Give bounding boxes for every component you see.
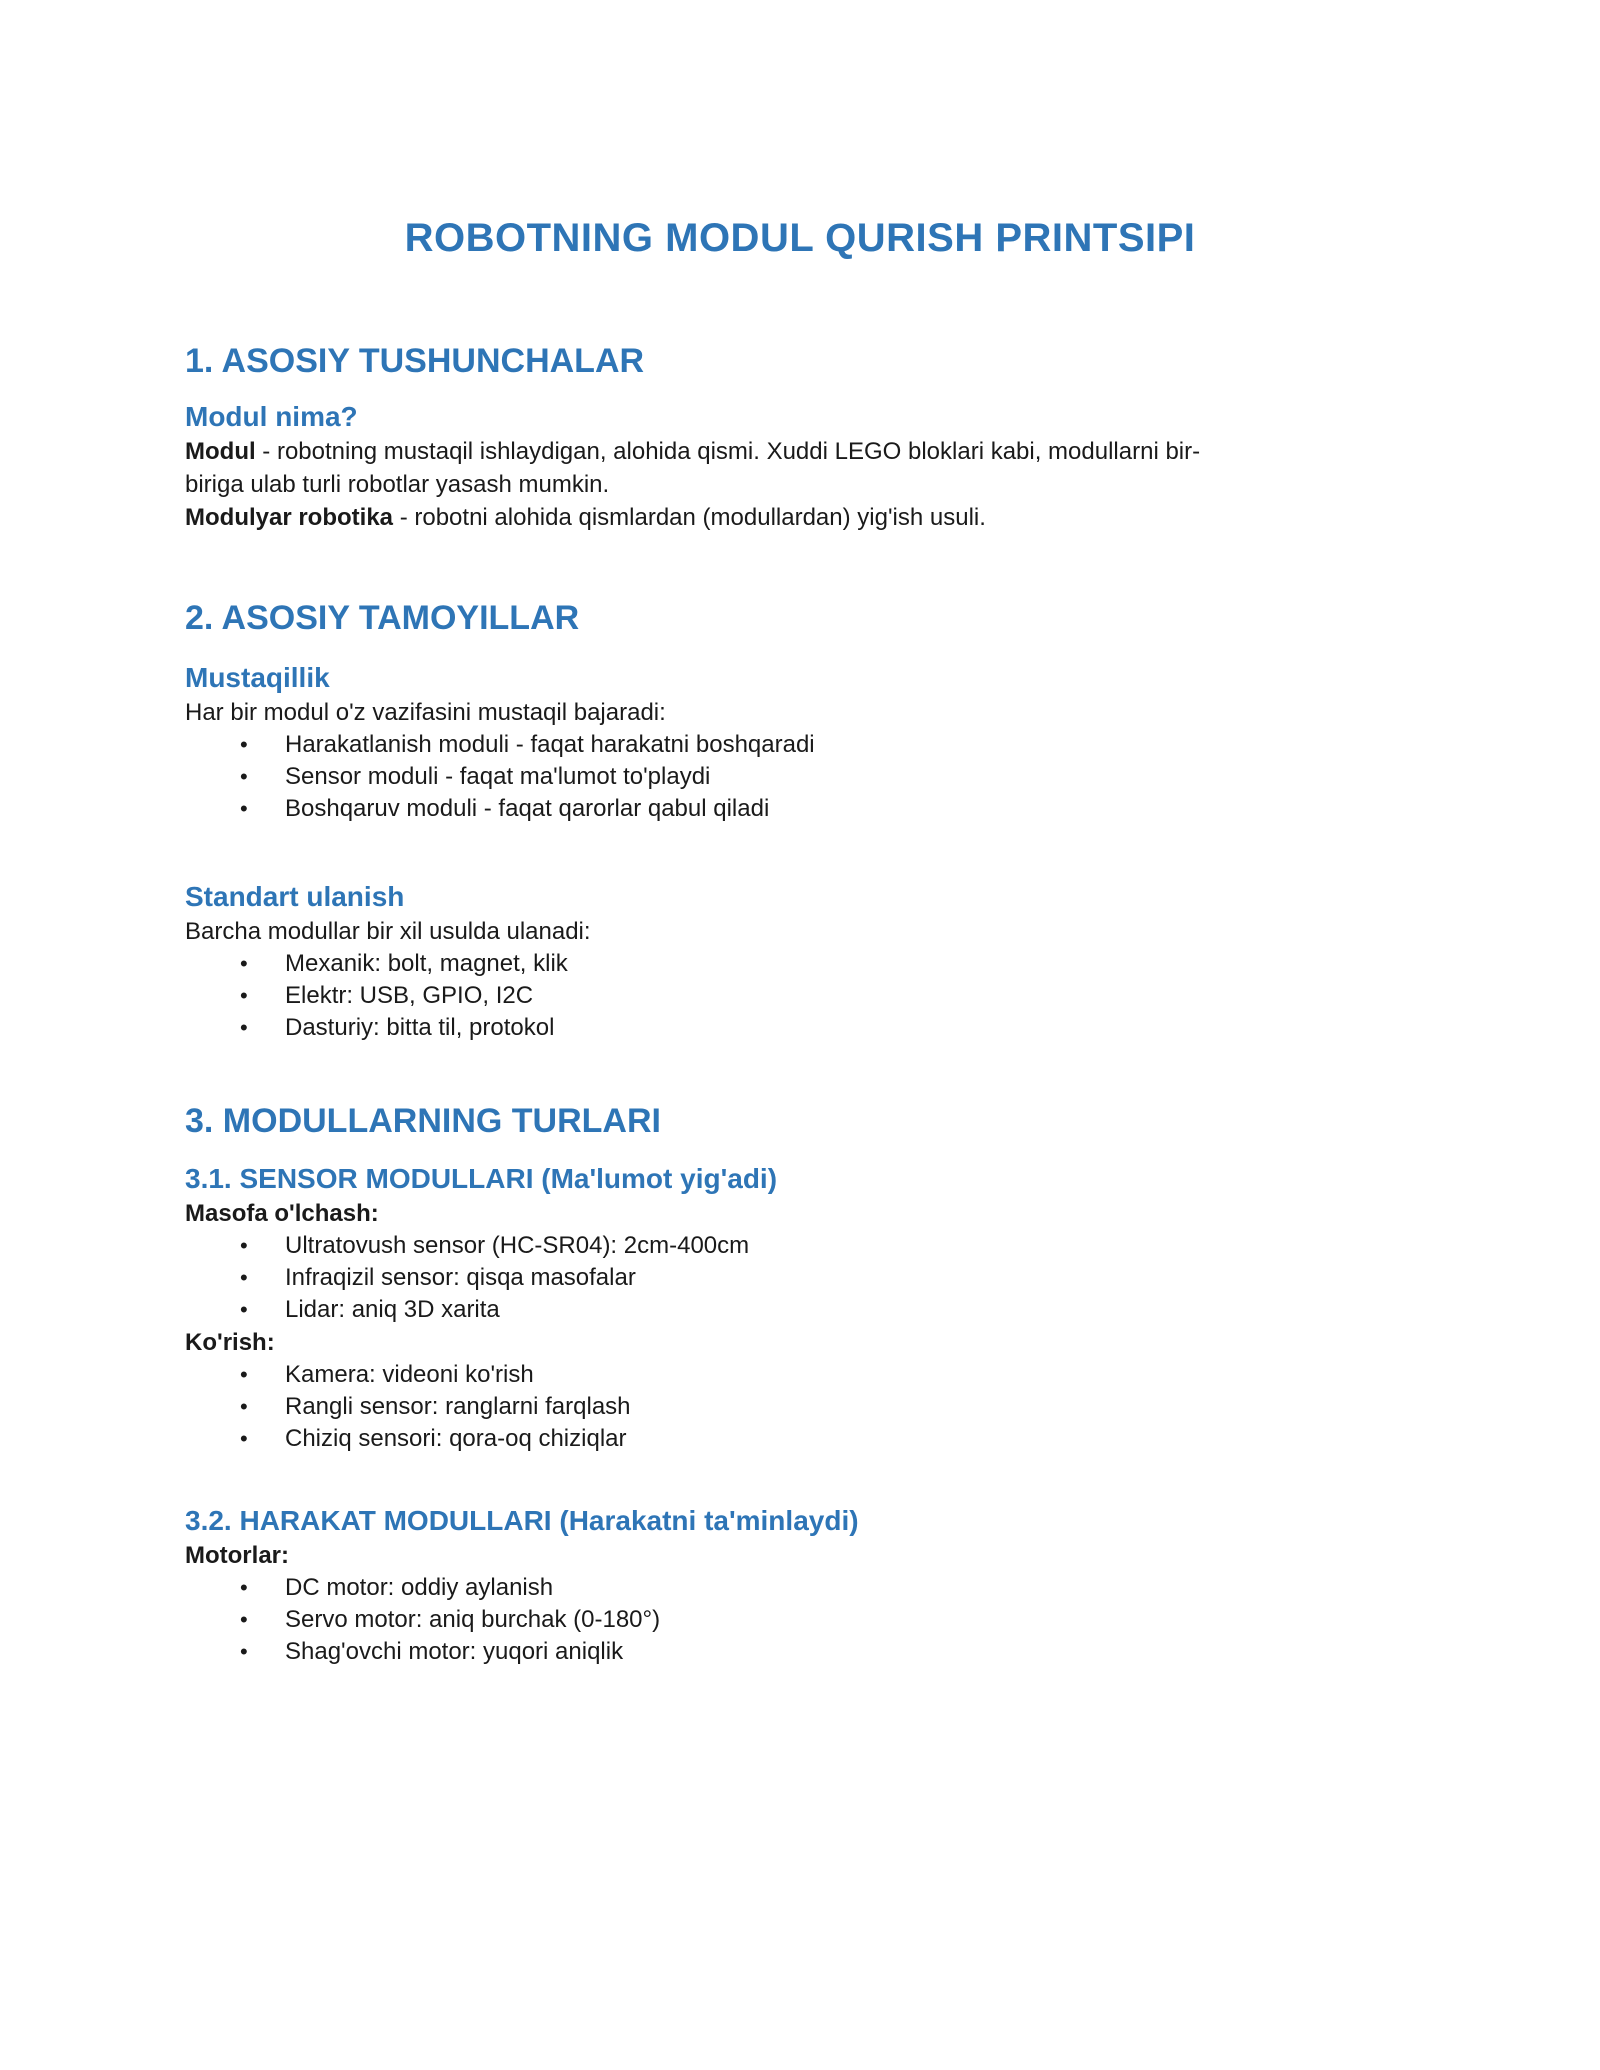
- list-item: [240, 1391, 1415, 1423]
- section-1-heading: 1. ASOSIY TUSHUNCHALAR: [185, 342, 645, 380]
- list-item-text: DC motor: oddiy aylanish: [285, 1574, 554, 1601]
- list-item-text: Boshqaruv moduli - faqat qarorlar qabul qiladi: [285, 795, 770, 822]
- list-item-text: Harakatlanish moduli - faqat harakatni boshqaradi: [285, 731, 815, 758]
- bullet-icon: •: [240, 732, 248, 757]
- list-item: [240, 1423, 1415, 1455]
- list-item-text: Shag'ovchi motor: yuqori aniqlik: [285, 1638, 624, 1665]
- list-item-text: Lidar: aniq 3D xarita: [285, 1296, 500, 1323]
- bullet-icon: •: [240, 1233, 248, 1258]
- mustaqillik-intro: Har bir modul o'z vazifasini mustaqil bajaradi:: [185, 699, 666, 726]
- list-item-text: Sensor moduli - faqat ma'lumot to'playdi: [285, 763, 711, 790]
- list-item: [240, 1572, 1415, 1604]
- korish-list: [185, 1359, 1415, 1455]
- masofa-olchash-label: Masofa o'lchash:: [185, 1200, 379, 1227]
- list-item-text: Kamera: videoni ko'rish: [285, 1361, 534, 1388]
- standart-ulanish-intro: Barcha modullar bir xil usulda ulanadi:: [185, 918, 591, 945]
- mustaqillik-heading: Mustaqillik: [185, 662, 330, 693]
- bullet-icon: •: [240, 796, 248, 821]
- list-item-text: Ultratovush sensor (HC-SR04): 2cm-400cm: [285, 1232, 750, 1259]
- korish-label: Ko'rish:: [185, 1329, 275, 1356]
- bullet-icon: •: [240, 1639, 248, 1664]
- mustaqillik-list: [185, 729, 1415, 825]
- motorlar-label: Motorlar:: [185, 1542, 289, 1569]
- motorlar-list: [185, 1572, 1415, 1668]
- bullet-icon: •: [240, 1575, 248, 1600]
- section-3-heading: 3. MODULLARNING TURLARI: [185, 1102, 661, 1140]
- bullet-icon: •: [240, 1362, 248, 1387]
- list-item: [240, 1604, 1415, 1636]
- section-2-heading: 2. ASOSIY TAMOYILLAR: [185, 599, 580, 637]
- bullet-icon: •: [240, 951, 248, 976]
- list-item-text: Rangli sensor: ranglarni farqlash: [285, 1393, 631, 1420]
- modul-definition-paragraph: [185, 435, 1415, 501]
- list-item: [240, 1012, 1415, 1044]
- modulyar-robotika-term: Modulyar robotika: [185, 504, 394, 531]
- modul-definition-line2: biriga ulab turli robotlar yasash mumkin.: [185, 471, 610, 498]
- list-item: [240, 948, 1415, 980]
- modul-nima-heading: Modul nima?: [185, 401, 358, 432]
- standart-ulanish-list: [185, 948, 1415, 1044]
- list-item: [240, 980, 1415, 1012]
- list-item: [240, 1359, 1415, 1391]
- masofa-olchash-list: [185, 1230, 1415, 1326]
- list-item-text: Chiziq sensori: qora-oq chiziqlar: [285, 1425, 627, 1452]
- list-item: [240, 793, 1415, 825]
- modulyar-robotika-definition: - robotni alohida qismlardan (modullardan) yig'ish usuli.: [393, 504, 986, 531]
- list-item: [240, 1294, 1415, 1326]
- list-item: [240, 1262, 1415, 1294]
- bullet-icon: •: [240, 764, 248, 789]
- modulyar-robotika-paragraph: [185, 501, 1415, 534]
- modul-term: Modul: [185, 438, 256, 465]
- harakat-modullari-heading: 3.2. HARAKAT MODULLARI (Harakatni ta'minlaydi): [185, 1505, 859, 1536]
- standart-ulanish-heading: Standart ulanish: [185, 881, 405, 912]
- bullet-icon: •: [240, 1394, 248, 1419]
- document-title: ROBOTNING MODUL QURISH PRINTSIPI: [404, 216, 1196, 260]
- bullet-icon: •: [240, 1297, 248, 1322]
- list-item: [240, 1230, 1415, 1262]
- list-item-text: Elektr: USB, GPIO, I2C: [285, 982, 534, 1009]
- list-item: [240, 729, 1415, 761]
- list-item-text: Infraqizil sensor: qisqa masofalar: [285, 1264, 636, 1291]
- list-item-text: Dasturiy: bitta til, protokol: [285, 1014, 555, 1041]
- list-item-text: Servo motor: aniq burchak (0-180°): [285, 1606, 661, 1633]
- bullet-icon: •: [240, 1607, 248, 1632]
- list-item: [240, 1636, 1415, 1668]
- bullet-icon: •: [240, 983, 248, 1008]
- sensor-modullari-heading: 3.1. SENSOR MODULLARI (Ma'lumot yig'adi): [185, 1163, 778, 1194]
- bullet-icon: •: [240, 1265, 248, 1290]
- list-item: [240, 761, 1415, 793]
- list-item-text: Mexanik: bolt, magnet, klik: [285, 950, 568, 977]
- bullet-icon: •: [240, 1426, 248, 1451]
- modul-definition-line1: - robotning mustaqil ishlaydigan, alohida qismi. Xuddi LEGO bloklari kabi, modullarni bir-: [255, 438, 1201, 465]
- bullet-icon: •: [240, 1015, 248, 1040]
